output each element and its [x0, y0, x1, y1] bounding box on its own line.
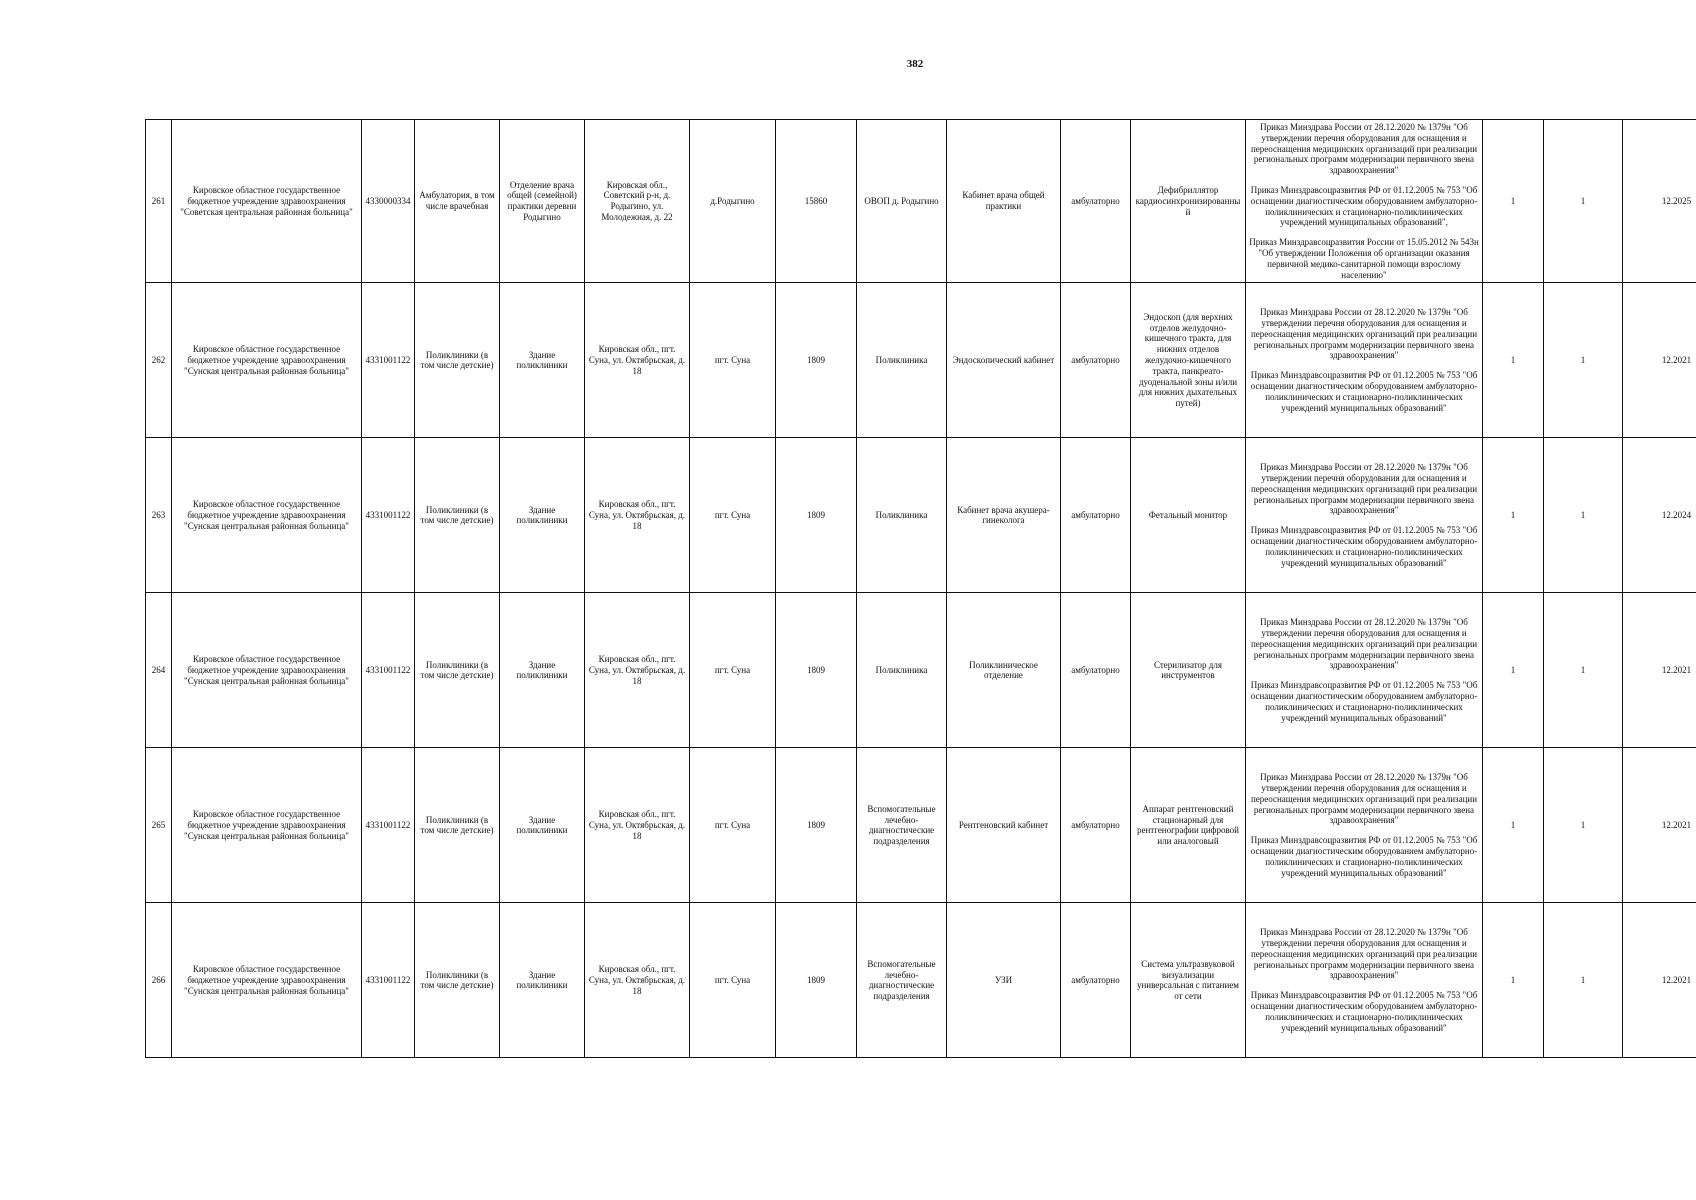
quantity-cell: 1 [1483, 283, 1544, 438]
building-cell: Отделение врача общей (семейной) практики деревни Родыгино [500, 120, 585, 283]
facility-type-cell: Поликлиники (в том числе детские) [415, 748, 500, 903]
building-cell: Здание поликлиники [500, 593, 585, 748]
building-cell: Здание поликлиники [500, 903, 585, 1058]
regulatory-documents-cell [1246, 593, 1483, 748]
quantity-cell: 1 [1483, 438, 1544, 593]
quantity-cell: 1 [1483, 748, 1544, 903]
row-number-cell: 266 [146, 903, 172, 1058]
registry-body [146, 120, 1696, 1058]
page-number: 382 [906, 58, 924, 70]
date-cell: 12.2024 [1623, 438, 1696, 593]
quantity-required-cell: 1 [1544, 120, 1623, 283]
population-cell: 1809 [776, 748, 857, 903]
regulatory-document: Приказ Минздрава России от 28.12.2020 № 1379н "Об утверждении перечня оборудования для оснащения и переоснащения медицинских организаций при реализации региональных программ модернизации первичного звена здравоохранения" [1250, 927, 1478, 981]
locality-cell: пгт. Суна [690, 438, 776, 593]
locality-cell: пгт. Суна [690, 903, 776, 1058]
inn-cell: 4331001122 [362, 283, 415, 438]
locality-cell: пгт. Суна [690, 748, 776, 903]
unit-cell: Поликлиника [857, 593, 947, 748]
facility-type-cell: Поликлиники (в том числе детские) [415, 593, 500, 748]
care-mode-cell: амбулаторно [1061, 283, 1131, 438]
cabinet-cell: Эндоскопический кабинет [947, 283, 1061, 438]
quantity-required-cell: 1 [1544, 283, 1623, 438]
facility-type-cell: Поликлиники (в том числе детские) [415, 283, 500, 438]
population-cell: 1809 [776, 903, 857, 1058]
address-cell: Кировская обл., пгт. Суна, ул. Октябрьская, д. 18 [585, 903, 690, 1058]
regulatory-documents-cell [1246, 438, 1483, 593]
equipment-cell: Дефибриллятор кардиосинхронизированный [1131, 120, 1246, 283]
table-row [146, 438, 1696, 593]
unit-cell: Поликлиника [857, 438, 947, 593]
table-row [146, 120, 1696, 283]
table-row [146, 593, 1696, 748]
table-row [146, 903, 1696, 1058]
unit-cell: Вспомогательные лечебно-диагностические подразделения [857, 903, 947, 1058]
quantity-required-cell: 1 [1544, 438, 1623, 593]
date-cell: 12.2021 [1623, 283, 1696, 438]
equipment-cell: Фетальный монитор [1131, 438, 1246, 593]
equipment-registry-table [145, 119, 1696, 1058]
quantity-required-cell: 1 [1544, 748, 1623, 903]
facility-type-cell: Поликлиники (в том числе детские) [415, 903, 500, 1058]
unit-cell: Поликлиника [857, 283, 947, 438]
regulatory-documents-cell [1246, 283, 1483, 438]
regulatory-document: Приказ Минздравсоцразвития РФ от 01.12.2005 № 753 "Об оснащении диагностическим оборудованием амбулаторно-поликлинических и стационарно-поликлинических учреждений муниципальных образований" [1250, 370, 1478, 413]
date-cell: 12.2025 [1623, 120, 1696, 283]
unit-cell: ОВОП д. Родыгино [857, 120, 947, 283]
care-mode-cell: амбулаторно [1061, 120, 1131, 283]
locality-cell: д.Родыгино [690, 120, 776, 283]
address-cell: Кировская обл., пгт. Суна, ул. Октябрьская, д. 18 [585, 438, 690, 593]
cabinet-cell: Кабинет врача акушера-гинеколога [947, 438, 1061, 593]
inn-cell: 4331001122 [362, 748, 415, 903]
care-mode-cell: амбулаторно [1061, 903, 1131, 1058]
locality-cell: пгт. Суна [690, 593, 776, 748]
regulatory-document: Приказ Минздрава России от 28.12.2020 № 1379н "Об утверждении перечня оборудования для оснащения и переоснащения медицинских организаций при реализации региональных программ модернизации первичного звена здравоохранения" [1250, 617, 1478, 671]
equipment-cell: Аппарат рентгеновский стационарный для рентгенографии цифровой или аналоговый [1131, 748, 1246, 903]
building-cell: Здание поликлиники [500, 283, 585, 438]
locality-cell: пгт. Суна [690, 283, 776, 438]
population-cell: 1809 [776, 438, 857, 593]
address-cell: Кировская обл., пгт. Суна, ул. Октябрьская, д. 18 [585, 283, 690, 438]
organization-cell: Кировское областное государственное бюджетное учреждение здравоохранения "Советская центральная районная больница" [172, 120, 362, 283]
organization-cell: Кировское областное государственное бюджетное учреждение здравоохранения "Сунская центральная районная больница" [172, 748, 362, 903]
regulatory-document: Приказ Минздравсоцразвития РФ от 01.12.2005 № 753 "Об оснащении диагностическим оборудованием амбулаторно-поликлинических и стационарно-поликлинических учреждений муниципальных образований", [1250, 184, 1478, 228]
equipment-cell: Стерилизатор для инструментов [1131, 593, 1246, 748]
organization-cell: Кировское областное государственное бюджетное учреждение здравоохранения "Сунская центральная районная больница" [172, 283, 362, 438]
care-mode-cell: амбулаторно [1061, 593, 1131, 748]
date-cell: 12.2021 [1623, 593, 1696, 748]
equipment-cell: Эндоскоп (для верхних отделов желудочно-кишечного тракта, для нижних отделов желудочно-кишечного тракта, панкреато-дуоденальной зоны и/или для нижних дыхательных путей) [1131, 283, 1246, 438]
inn-cell: 4331001122 [362, 593, 415, 748]
regulatory-documents-cell [1246, 903, 1483, 1058]
inn-cell: 4330000334 [362, 120, 415, 283]
quantity-cell: 1 [1483, 903, 1544, 1058]
regulatory-document: Приказ Минздрава России от 28.12.2020 № 1379н "Об утверждении перечня оборудования для оснащения и переоснащения медицинских организаций при реализации региональных программ модернизации первичного звена здравоохранения" [1250, 122, 1478, 176]
cabinet-cell: Поликлиническое отделение [947, 593, 1061, 748]
organization-cell: Кировское областное государственное бюджетное учреждение здравоохранения "Сунская центральная районная больница" [172, 438, 362, 593]
building-cell: Здание поликлиники [500, 748, 585, 903]
cabinet-cell: Рентгеновский кабинет [947, 748, 1061, 903]
facility-type-cell: Амбулатория, в том числе врачебная [415, 120, 500, 283]
inn-cell: 4331001122 [362, 438, 415, 593]
address-cell: Кировская обл., Советский р-н, д. Родыгино, ул. Молодежная, д. 22 [585, 120, 690, 283]
organization-cell: Кировское областное государственное бюджетное учреждение здравоохранения "Сунская центральная районная больница" [172, 593, 362, 748]
population-cell: 1809 [776, 593, 857, 748]
regulatory-document: Приказ Минздравсоцразвития РФ от 01.12.2005 № 753 "Об оснащении диагностическим оборудованием амбулаторно-поликлинических и стационарно-поликлинических учреждений муниципальных образований" [1250, 990, 1478, 1033]
regulatory-document: Приказ Минздравсоцразвития РФ от 01.12.2005 № 753 "Об оснащении диагностическим оборудованием амбулаторно-поликлинических и стационарно-поликлинических учреждений муниципальных образований" [1250, 525, 1478, 568]
row-number-cell: 263 [146, 438, 172, 593]
regulatory-document: Приказ Минздравсоцразвития РФ от 01.12.2005 № 753 "Об оснащении диагностическим оборудованием амбулаторно-поликлинических и стационарно-поликлинических учреждений муниципальных образований" [1250, 835, 1478, 878]
population-cell: 1809 [776, 283, 857, 438]
quantity-required-cell: 1 [1544, 903, 1623, 1058]
row-number-cell: 265 [146, 748, 172, 903]
regulatory-documents-cell [1246, 120, 1483, 283]
regulatory-document: Приказ Минздравсоцразвития России от 15.05.2012 № 543н "Об утверждении Положения об организации оказания первичной медико-санитарной помощи взрослому населению" [1249, 237, 1479, 280]
address-cell: Кировская обл., пгт. Суна, ул. Октябрьская, д. 18 [585, 748, 690, 903]
table-row [146, 748, 1696, 903]
regulatory-documents-cell [1246, 748, 1483, 903]
care-mode-cell: амбулаторно [1061, 748, 1131, 903]
population-cell: 15860 [776, 120, 857, 283]
date-cell: 12.2021 [1623, 748, 1696, 903]
unit-cell: Вспомогательные лечебно-диагностические подразделения [857, 748, 947, 903]
quantity-required-cell: 1 [1544, 593, 1623, 748]
regulatory-document: Приказ Минздрава России от 28.12.2020 № 1379н "Об утверждении перечня оборудования для оснащения и переоснащения медицинских организаций при реализации региональных программ модернизации первичного звена здравоохранения" [1250, 772, 1478, 826]
equipment-cell: Система ультразвуковой визуализации универсальная с питанием от сети [1131, 903, 1246, 1058]
care-mode-cell: амбулаторно [1061, 438, 1131, 593]
facility-type-cell: Поликлиники (в том числе детские) [415, 438, 500, 593]
regulatory-document: Приказ Минздрава России от 28.12.2020 № 1379н "Об утверждении перечня оборудования для оснащения и переоснащения медицинских организаций при реализации региональных программ модернизации первичного звена здравоохранения" [1250, 307, 1478, 361]
organization-cell: Кировское областное государственное бюджетное учреждение здравоохранения "Сунская центральная районная больница" [172, 903, 362, 1058]
regulatory-document: Приказ Минздравсоцразвития РФ от 01.12.2005 № 753 "Об оснащении диагностическим оборудованием амбулаторно-поликлинических и стационарно-поликлинических учреждений муниципальных образований" [1250, 680, 1478, 723]
building-cell: Здание поликлиники [500, 438, 585, 593]
inn-cell: 4331001122 [362, 903, 415, 1058]
table-row [146, 283, 1696, 438]
regulatory-document: Приказ Минздрава России от 28.12.2020 № 1379н "Об утверждении перечня оборудования для оснащения и переоснащения медицинских организаций при реализации региональных программ модернизации первичного звена здравоохранения" [1250, 462, 1478, 516]
cabinet-cell: Кабинет врача общей практики [947, 120, 1061, 283]
address-cell: Кировская обл., пгт. Суна, ул. Октябрьская, д. 18 [585, 593, 690, 748]
date-cell: 12.2021 [1623, 903, 1696, 1058]
row-number-cell: 262 [146, 283, 172, 438]
cabinet-cell: УЗИ [947, 903, 1061, 1058]
row-number-cell: 261 [146, 120, 172, 283]
quantity-cell: 1 [1483, 120, 1544, 283]
quantity-cell: 1 [1483, 593, 1544, 748]
row-number-cell: 264 [146, 593, 172, 748]
